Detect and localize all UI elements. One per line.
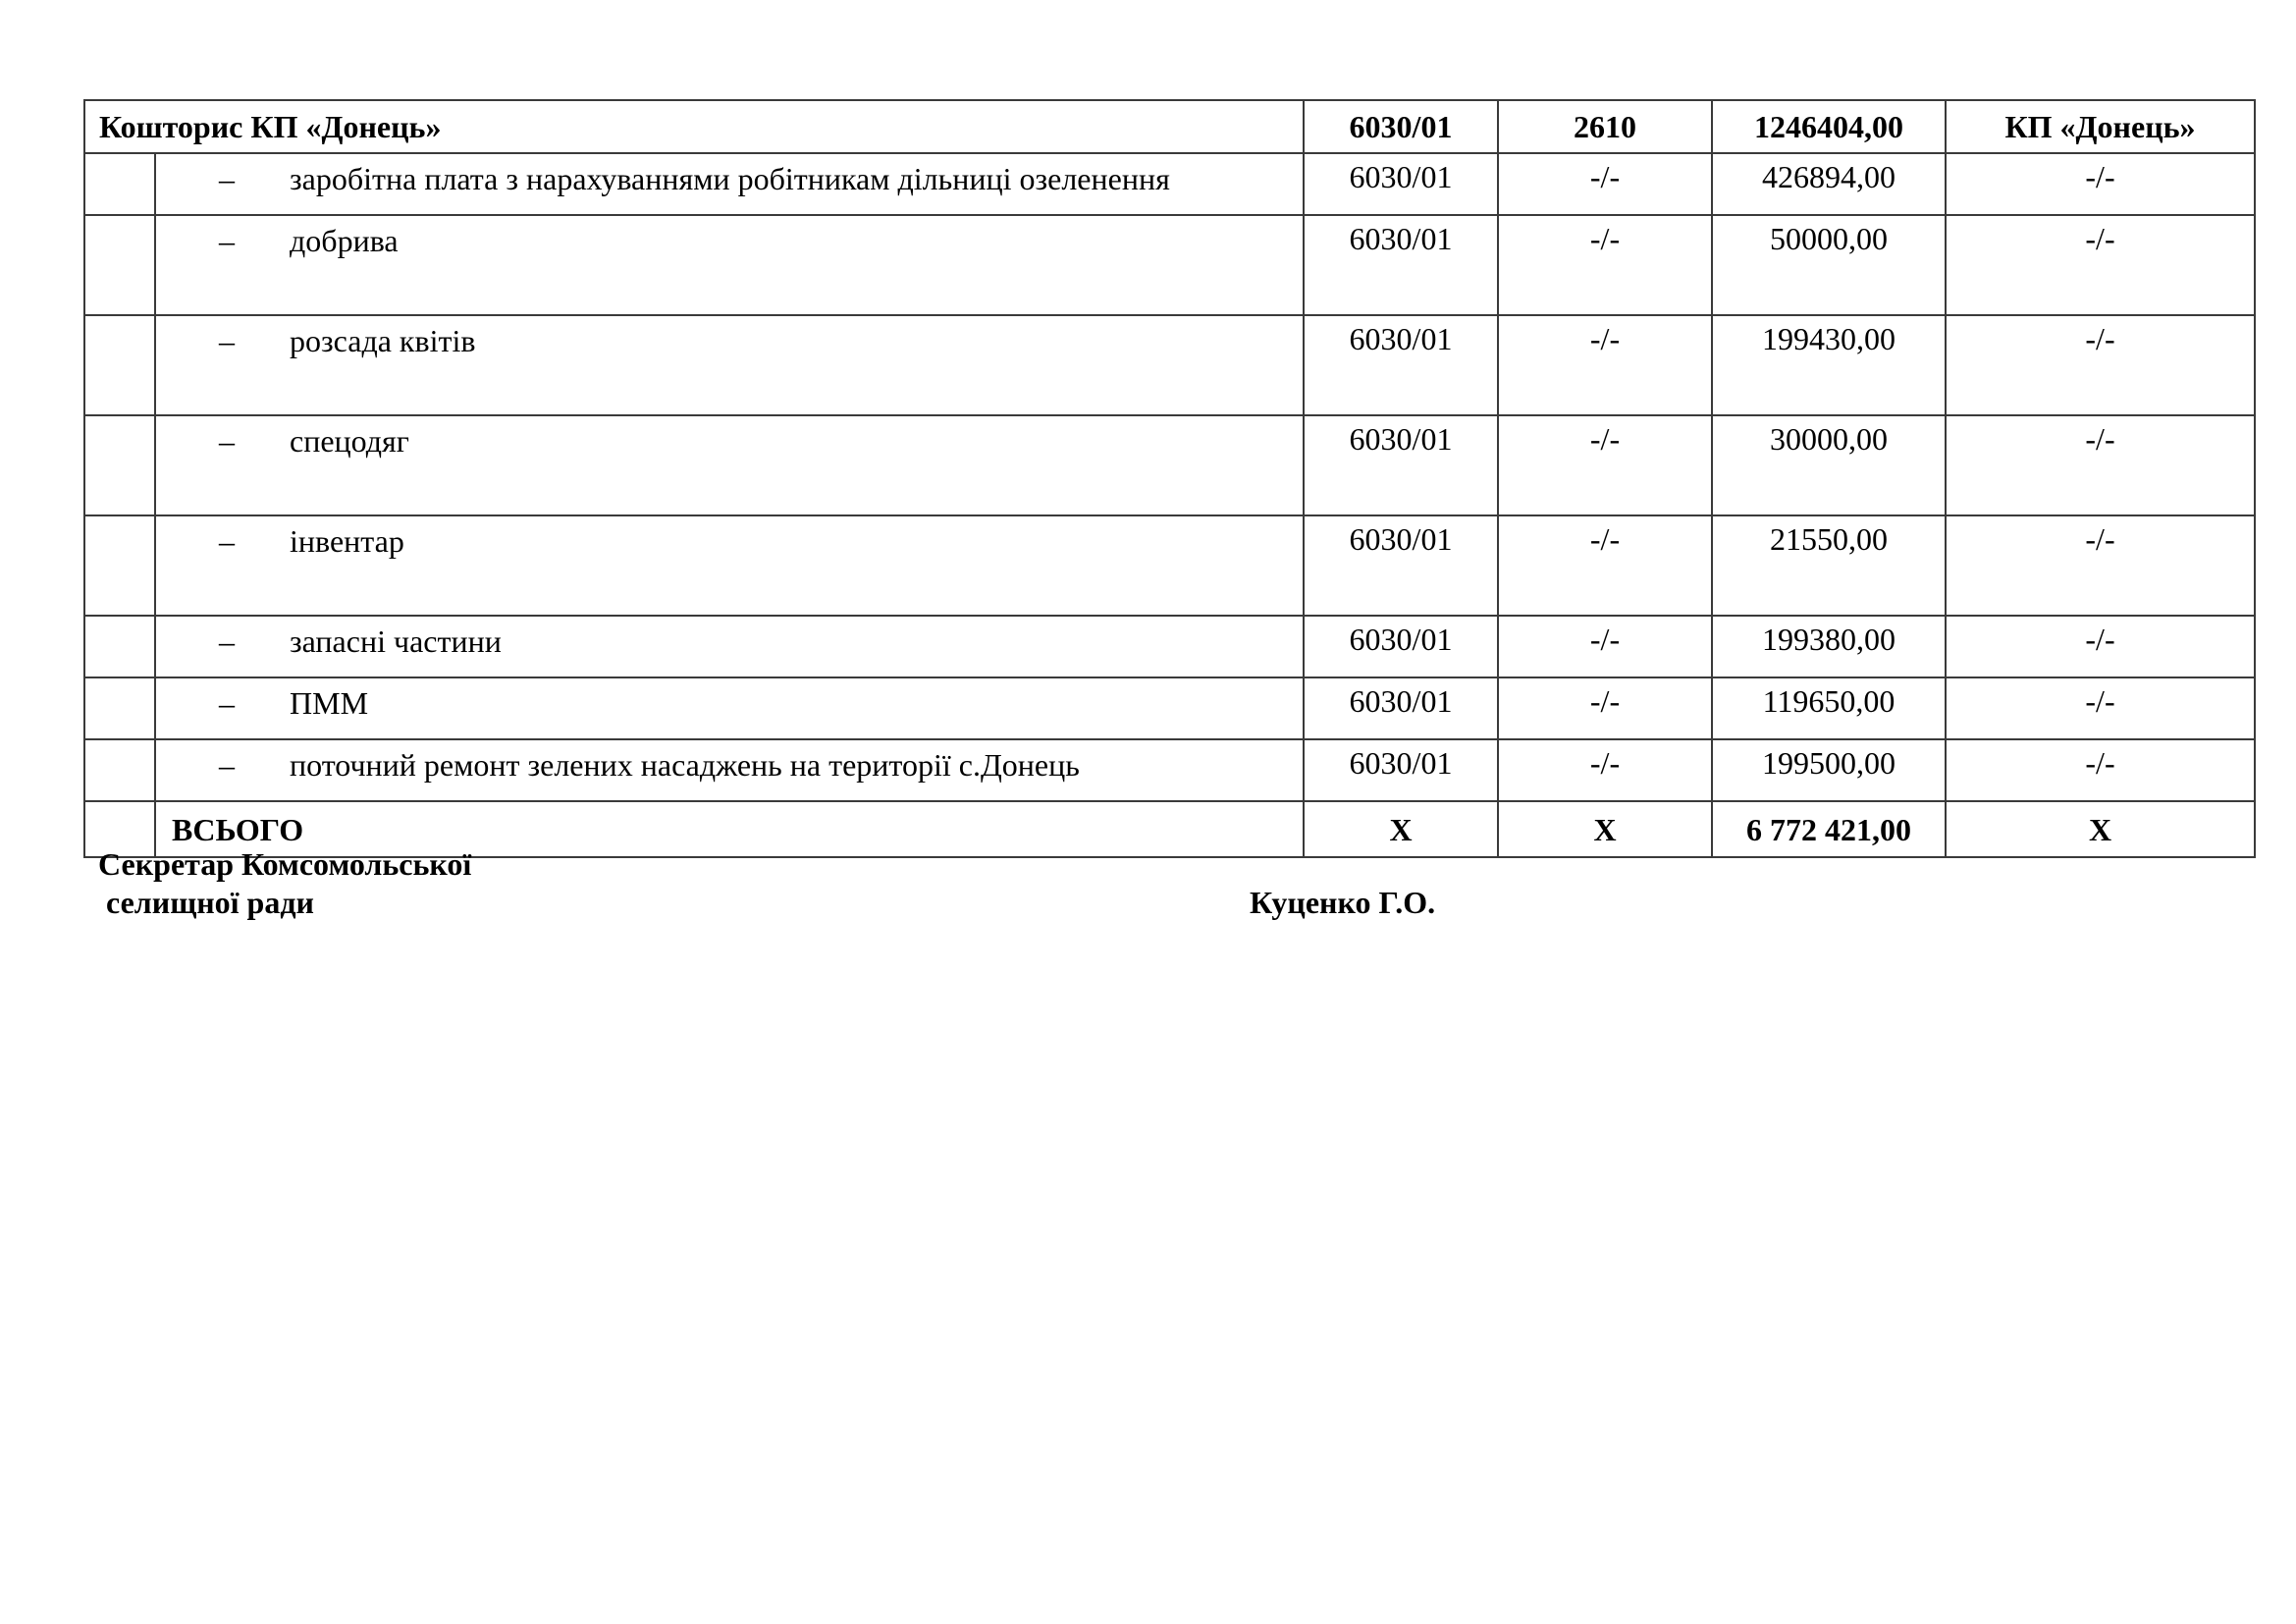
row-code: 6030/01 (1304, 153, 1498, 215)
total-label: ВСЬОГО (155, 801, 1304, 857)
row-code: 6030/01 (1304, 315, 1498, 415)
total-kekv: Х (1498, 801, 1712, 857)
row-name-cell (155, 677, 1304, 739)
row-name-cell (155, 315, 1304, 415)
table-row (84, 739, 2255, 801)
row-code: 6030/01 (1304, 215, 1498, 315)
row-name-cell (155, 616, 1304, 677)
row-number-cell (84, 153, 155, 215)
row-name: запасні частини (290, 623, 502, 659)
row-kekv: -/- (1498, 215, 1712, 315)
table-row (84, 315, 2255, 415)
dash-marker: – (219, 423, 235, 459)
row-number-cell (84, 739, 155, 801)
signature-position-line1: Секретар Комсомольської (98, 846, 472, 882)
header-executor: КП «Донець» (1946, 100, 2255, 153)
row-executor: -/- (1946, 515, 2255, 616)
row-sum: 199380,00 (1712, 616, 1946, 677)
row-code: 6030/01 (1304, 415, 1498, 515)
estimate-title: Кошторис КП «Донець» (84, 100, 1304, 153)
row-name: інвентар (290, 523, 404, 559)
row-name: спецодяг (290, 423, 409, 459)
dash-marker: – (219, 623, 235, 659)
row-sum: 50000,00 (1712, 215, 1946, 315)
row-kekv: -/- (1498, 315, 1712, 415)
row-executor: -/- (1946, 215, 2255, 315)
row-kekv: -/- (1498, 153, 1712, 215)
row-number-cell (84, 315, 155, 415)
row-name: розсада квітів (290, 323, 476, 358)
row-kekv: -/- (1498, 415, 1712, 515)
dash-marker: – (219, 747, 235, 783)
row-name-cell (155, 415, 1304, 515)
row-sum: 426894,00 (1712, 153, 1946, 215)
row-name-cell (155, 153, 1304, 215)
table-row (84, 677, 2255, 739)
row-number-cell (84, 677, 155, 739)
total-executor: Х (1946, 801, 2255, 857)
row-code: 6030/01 (1304, 515, 1498, 616)
row-sum: 119650,00 (1712, 677, 1946, 739)
total-sum: 6 772 421,00 (1712, 801, 1946, 857)
row-code: 6030/01 (1304, 616, 1498, 677)
row-sum: 21550,00 (1712, 515, 1946, 616)
dash-marker: – (219, 685, 235, 721)
row-executor: -/- (1946, 677, 2255, 739)
row-number-cell (84, 515, 155, 616)
row-kekv: -/- (1498, 739, 1712, 801)
row-executor: -/- (1946, 153, 2255, 215)
row-name-cell (155, 215, 1304, 315)
row-sum: 199500,00 (1712, 739, 1946, 801)
row-sum: 30000,00 (1712, 415, 1946, 515)
estimate-table (83, 99, 2256, 858)
row-kekv: -/- (1498, 677, 1712, 739)
dash-marker: – (219, 523, 235, 559)
row-kekv: -/- (1498, 515, 1712, 616)
row-name: добрива (290, 223, 399, 258)
table-row (84, 616, 2255, 677)
row-number-cell (84, 215, 155, 315)
row-number-cell (84, 616, 155, 677)
row-code: 6030/01 (1304, 677, 1498, 739)
row-code: 6030/01 (1304, 739, 1498, 801)
table-row (84, 215, 2255, 315)
row-name-cell (155, 515, 1304, 616)
table-row (84, 415, 2255, 515)
header-kekv: 2610 (1498, 100, 1712, 153)
table-row (84, 153, 2255, 215)
dash-marker: – (219, 223, 235, 258)
row-number-cell (84, 415, 155, 515)
header-code: 6030/01 (1304, 100, 1498, 153)
row-executor: -/- (1946, 315, 2255, 415)
row-kekv: -/- (1498, 616, 1712, 677)
table-row (84, 515, 2255, 616)
row-name: ПММ (290, 685, 369, 721)
table-header-row (84, 100, 2255, 153)
dash-marker: – (219, 323, 235, 358)
row-executor: -/- (1946, 739, 2255, 801)
row-name: поточний ремонт зелених насаджень на території с.Донець (290, 747, 1080, 783)
total-code: Х (1304, 801, 1498, 857)
signature-name: Куценко Г.О. (1250, 885, 1436, 920)
signature-position-line2: селищної ради (106, 885, 314, 920)
row-executor: -/- (1946, 415, 2255, 515)
row-executor: -/- (1946, 616, 2255, 677)
row-name: заробітна плата з нарахуваннями робітникам дільниці озеленення (290, 161, 1170, 196)
dash-marker: – (219, 161, 235, 196)
header-sum: 1246404,00 (1712, 100, 1946, 153)
row-name-cell (155, 739, 1304, 801)
row-sum: 199430,00 (1712, 315, 1946, 415)
